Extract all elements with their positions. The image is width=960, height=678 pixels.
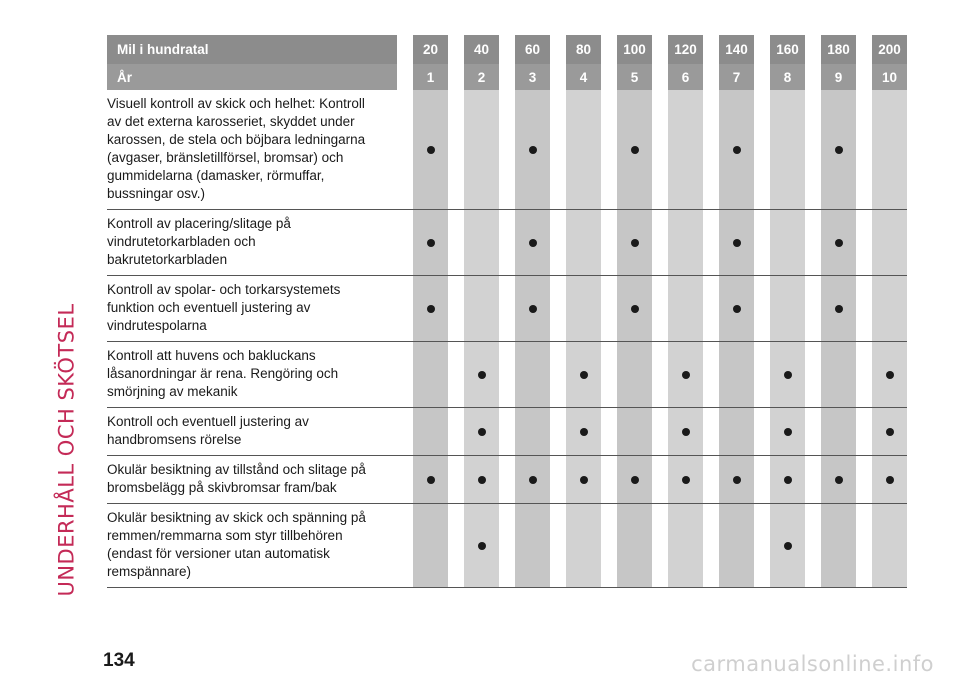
check-dot-icon <box>733 305 741 313</box>
column-gap <box>397 276 413 342</box>
column-gap <box>397 35 413 64</box>
schedule-cell <box>566 342 601 408</box>
column-gap <box>805 342 821 408</box>
column-gap <box>754 35 770 64</box>
table-row <box>107 342 907 408</box>
column-gap <box>550 342 566 408</box>
column-gap <box>652 342 668 408</box>
column-gap <box>652 64 668 90</box>
miles-cell: 120 <box>668 35 703 64</box>
schedule-cell <box>821 342 856 408</box>
schedule-cell <box>821 408 856 456</box>
schedule-cell <box>515 408 550 456</box>
column-gap <box>652 210 668 276</box>
column-gap <box>703 342 719 408</box>
schedule-cell <box>719 504 754 588</box>
miles-cell: 140 <box>719 35 754 64</box>
maintenance-schedule-table <box>107 35 907 588</box>
schedule-cell <box>668 342 703 408</box>
schedule-cell <box>566 504 601 588</box>
schedule-cell <box>566 408 601 456</box>
column-gap <box>856 210 872 276</box>
page-number: 134 <box>103 650 135 671</box>
schedule-cell <box>872 504 907 588</box>
check-dot-icon <box>886 476 894 484</box>
column-gap <box>601 64 617 90</box>
schedule-cell <box>719 210 754 276</box>
column-gap <box>754 504 770 588</box>
section-title-vertical <box>52 300 82 600</box>
column-gap <box>550 35 566 64</box>
column-gap <box>550 504 566 588</box>
column-gap <box>754 276 770 342</box>
check-dot-icon <box>784 542 792 550</box>
schedule-cell <box>566 90 601 210</box>
column-gap <box>805 504 821 588</box>
year-cell: 3 <box>515 64 550 90</box>
column-gap <box>754 342 770 408</box>
year-cell: 1 <box>413 64 448 90</box>
column-gap <box>805 408 821 456</box>
schedule-cell <box>668 456 703 504</box>
miles-cell: 160 <box>770 35 805 64</box>
column-gap <box>397 64 413 90</box>
column-gap <box>703 210 719 276</box>
year-cell: 7 <box>719 64 754 90</box>
miles-cell: 200 <box>872 35 907 64</box>
column-gap <box>652 35 668 64</box>
schedule-cell <box>413 342 448 408</box>
column-gap <box>652 504 668 588</box>
table-row <box>107 408 907 456</box>
column-gap <box>754 408 770 456</box>
schedule-cell <box>413 504 448 588</box>
column-gap <box>397 504 413 588</box>
check-dot-icon <box>631 476 639 484</box>
check-dot-icon <box>478 371 486 379</box>
schedule-cell <box>617 504 652 588</box>
column-gap <box>652 456 668 504</box>
header-row-years <box>107 64 907 90</box>
schedule-cell <box>515 90 550 210</box>
column-gap <box>550 276 566 342</box>
schedule-cell <box>515 456 550 504</box>
column-gap <box>805 276 821 342</box>
column-gap <box>448 276 464 342</box>
year-cell: 8 <box>770 64 805 90</box>
schedule-cell <box>719 90 754 210</box>
check-dot-icon <box>631 146 639 154</box>
column-gap <box>448 210 464 276</box>
schedule-cell <box>464 90 499 210</box>
column-gap <box>856 408 872 456</box>
watermark: carmanualsonline.info <box>691 652 934 676</box>
miles-cell: 20 <box>413 35 448 64</box>
schedule-cell <box>566 276 601 342</box>
column-gap <box>703 456 719 504</box>
column-gap <box>703 35 719 64</box>
year-cell: 4 <box>566 64 601 90</box>
schedule-cell <box>515 210 550 276</box>
column-gap <box>499 35 515 64</box>
year-cell: 9 <box>821 64 856 90</box>
column-gap <box>397 342 413 408</box>
check-dot-icon <box>529 146 537 154</box>
column-gap <box>601 35 617 64</box>
schedule-cell <box>515 342 550 408</box>
schedule-cell <box>821 276 856 342</box>
year-cell: 2 <box>464 64 499 90</box>
check-dot-icon <box>733 146 741 154</box>
task-description: Kontroll av spolar- och torkarsystemets funktion och eventuell justering av vindrutespolarna <box>107 276 397 342</box>
schedule-cell <box>770 456 805 504</box>
column-gap <box>397 90 413 210</box>
check-dot-icon <box>478 428 486 436</box>
check-dot-icon <box>784 428 792 436</box>
schedule-cell <box>872 276 907 342</box>
schedule-cell <box>413 276 448 342</box>
column-gap <box>601 276 617 342</box>
schedule-cell <box>872 456 907 504</box>
column-gap <box>652 276 668 342</box>
column-gap <box>601 210 617 276</box>
schedule-cell <box>464 342 499 408</box>
column-gap <box>856 456 872 504</box>
column-gap <box>754 90 770 210</box>
column-gap <box>499 90 515 210</box>
check-dot-icon <box>478 476 486 484</box>
column-gap <box>448 64 464 90</box>
column-gap <box>448 456 464 504</box>
check-dot-icon <box>580 476 588 484</box>
column-gap <box>805 456 821 504</box>
schedule-cell <box>515 504 550 588</box>
column-gap <box>397 456 413 504</box>
column-gap <box>550 90 566 210</box>
schedule-cell <box>464 504 499 588</box>
check-dot-icon <box>886 371 894 379</box>
schedule-cell <box>413 456 448 504</box>
schedule-cell <box>413 210 448 276</box>
column-gap <box>448 408 464 456</box>
check-dot-icon <box>835 305 843 313</box>
table-row <box>107 456 907 504</box>
schedule-cell <box>719 456 754 504</box>
check-dot-icon <box>682 476 690 484</box>
schedule-cell <box>617 456 652 504</box>
column-gap <box>448 342 464 408</box>
year-cell: 5 <box>617 64 652 90</box>
column-gap <box>805 35 821 64</box>
schedule-cell <box>668 90 703 210</box>
table-row <box>107 210 907 276</box>
column-gap <box>754 64 770 90</box>
table-row <box>107 90 907 210</box>
task-description: Okulär besiktning av tillstånd och slitage på bromsbelägg på skivbromsar fram/bak <box>107 456 397 504</box>
schedule-cell <box>668 210 703 276</box>
column-gap <box>499 64 515 90</box>
task-description: Okulär besiktning av skick och spänning på remmen/remmarna som styr tillbehören (endast för versioner utan automatisk remspännare) <box>107 504 397 588</box>
miles-cell: 180 <box>821 35 856 64</box>
schedule-cell <box>566 210 601 276</box>
schedule-cell <box>872 342 907 408</box>
miles-cell: 40 <box>464 35 499 64</box>
schedule-cell <box>617 342 652 408</box>
column-gap <box>499 456 515 504</box>
schedule-cell <box>566 456 601 504</box>
schedule-cell <box>770 90 805 210</box>
column-gap <box>448 504 464 588</box>
column-gap <box>856 90 872 210</box>
check-dot-icon <box>682 428 690 436</box>
schedule-cell <box>617 276 652 342</box>
column-gap <box>652 408 668 456</box>
check-dot-icon <box>529 239 537 247</box>
schedule-cell <box>515 276 550 342</box>
column-gap <box>448 35 464 64</box>
column-gap <box>601 456 617 504</box>
column-gap <box>856 64 872 90</box>
check-dot-icon <box>580 371 588 379</box>
check-dot-icon <box>784 476 792 484</box>
column-gap <box>856 342 872 408</box>
schedule-cell <box>719 408 754 456</box>
check-dot-icon <box>733 476 741 484</box>
column-gap <box>550 408 566 456</box>
task-description: Kontroll och eventuell justering av handbromsens rörelse <box>107 408 397 456</box>
miles-cell: 60 <box>515 35 550 64</box>
check-dot-icon <box>631 305 639 313</box>
schedule-cell <box>770 342 805 408</box>
schedule-cell <box>872 90 907 210</box>
schedule-cell <box>770 504 805 588</box>
schedule-cell <box>770 276 805 342</box>
schedule-cell <box>617 408 652 456</box>
check-dot-icon <box>886 428 894 436</box>
check-dot-icon <box>580 428 588 436</box>
column-gap <box>499 504 515 588</box>
years-header-label: År <box>107 64 397 90</box>
column-gap <box>703 408 719 456</box>
check-dot-icon <box>784 371 792 379</box>
schedule-cell <box>821 210 856 276</box>
schedule-cell <box>464 456 499 504</box>
column-gap <box>754 210 770 276</box>
column-gap <box>397 210 413 276</box>
schedule-cell <box>719 342 754 408</box>
column-gap <box>805 210 821 276</box>
schedule-cell <box>668 408 703 456</box>
column-gap <box>703 504 719 588</box>
check-dot-icon <box>631 239 639 247</box>
task-description: Kontroll av placering/slitage på vindrutetorkarbladen och bakrutetorkarbladen <box>107 210 397 276</box>
schedule-cell <box>668 504 703 588</box>
check-dot-icon <box>835 146 843 154</box>
check-dot-icon <box>835 239 843 247</box>
column-gap <box>499 342 515 408</box>
column-gap <box>805 64 821 90</box>
column-gap <box>856 504 872 588</box>
miles-header-label: Mil i hundratal <box>107 35 397 64</box>
column-gap <box>601 342 617 408</box>
column-gap <box>703 64 719 90</box>
column-gap <box>499 210 515 276</box>
column-gap <box>856 276 872 342</box>
check-dot-icon <box>427 239 435 247</box>
schedule-cell <box>464 408 499 456</box>
schedule-cell <box>770 408 805 456</box>
column-gap <box>703 90 719 210</box>
column-gap <box>703 276 719 342</box>
check-dot-icon <box>427 476 435 484</box>
column-gap <box>652 90 668 210</box>
column-gap <box>499 408 515 456</box>
check-dot-icon <box>733 239 741 247</box>
check-dot-icon <box>835 476 843 484</box>
miles-cell: 80 <box>566 35 601 64</box>
column-gap <box>397 408 413 456</box>
column-gap <box>856 35 872 64</box>
schedule-cell <box>821 456 856 504</box>
column-gap <box>499 276 515 342</box>
schedule-cell <box>872 408 907 456</box>
miles-cell: 100 <box>617 35 652 64</box>
check-dot-icon <box>682 371 690 379</box>
task-description: Kontroll att huvens och bakluckans låsanordningar är rena. Rengöring och smörjning av mekanik <box>107 342 397 408</box>
year-cell: 10 <box>872 64 907 90</box>
column-gap <box>805 90 821 210</box>
schedule-cell <box>617 90 652 210</box>
column-gap <box>754 456 770 504</box>
column-gap <box>601 408 617 456</box>
table-row <box>107 504 907 588</box>
column-gap <box>448 90 464 210</box>
column-gap <box>601 90 617 210</box>
header-row-miles <box>107 35 907 64</box>
column-gap <box>550 210 566 276</box>
schedule-cell <box>770 210 805 276</box>
schedule-cell <box>617 210 652 276</box>
task-description: Visuell kontroll av skick och helhet: Kontroll av det externa karosseriet, skyddet under karossen, de stela och böjbara ledningarna (avgaser, bränsletillförsel, bromsar) och gummidelarna (damasker, rörmuffar, bussningar osv.) <box>107 90 397 210</box>
check-dot-icon <box>529 305 537 313</box>
table-row <box>107 276 907 342</box>
schedule-cell <box>413 90 448 210</box>
section-title-text: UNDERHÅLL OCH SKÖTSEL <box>55 303 80 597</box>
check-dot-icon <box>427 146 435 154</box>
column-gap <box>601 504 617 588</box>
schedule-cell <box>464 210 499 276</box>
schedule-cell <box>821 90 856 210</box>
schedule-cell <box>821 504 856 588</box>
check-dot-icon <box>478 542 486 550</box>
year-cell: 6 <box>668 64 703 90</box>
schedule-cell <box>872 210 907 276</box>
schedule-cell <box>413 408 448 456</box>
schedule-cell <box>668 276 703 342</box>
column-gap <box>550 64 566 90</box>
column-gap <box>550 456 566 504</box>
schedule-cell <box>464 276 499 342</box>
check-dot-icon <box>529 476 537 484</box>
check-dot-icon <box>427 305 435 313</box>
schedule-cell <box>719 276 754 342</box>
